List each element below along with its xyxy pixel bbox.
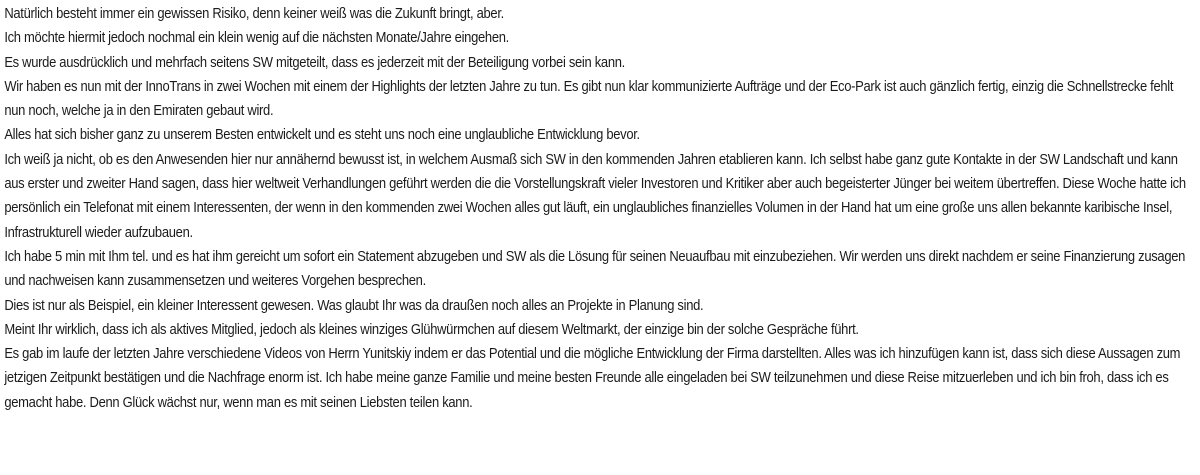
paragraph: Ich weiß ja nicht, ob es den Anwesenden hier nur annähernd bewusst ist, in welchem Ausmaß sich SW in den kommenden Jahren etablieren kann. Ich selbst habe ganz gute Kontakte in der SW Landschaft und kann aus erster und zweiter Hand sagen, dass hier weltweit Verhandlungen geführt werden die die Vorstellungskraft vieler Investoren und Kritiker aber auch begeisterter Jünger bei weitem übertreffen. Diese Woche hatte ich persönlich ein Telefonat mit einem Interessenten, der wenn in den kommenden zwei Wochen alles gut läuft, ein unglaubliches finanzielles Volumen in der Hand hat um eine große uns allen bekannte karibische Insel, Infrastrukturell wieder aufzubauen.: [4, 150, 1186, 241]
paragraph: Ich möchte hiermit jedoch nochmal ein klein wenig auf die nächsten Monate/Jahre eingehen.: [4, 29, 509, 47]
paragraph: Ich habe 5 min mit Ihm tel. und es hat ihm gereicht um sofort ein Statement abzugeben und SW als die Lösung für seinen Neuaufbau mit einzubeziehen. Wir werden uns direkt nachdem er seine Finanzierung zusagen und nachweisen kann zusammensetzen und weiteres Vorgehen besprechen.: [4, 247, 1186, 290]
paragraph: Meint Ihr wirklich, dass ich als aktives Mitglied, jedoch als kleines winziges Glühwürmchen auf diesem Weltmarkt, der einzige bin der solche Gespräche führt.: [4, 320, 859, 338]
paragraph: Dies ist nur als Beispiel, ein kleiner Interessent gewesen. Was glaubt Ihr was da draußen noch alles an Projekte in Planung sind.: [4, 296, 704, 314]
paragraph: Es gab im laufe der letzten Jahre verschiedene Videos von Herrn Yunitskiy indem er das Potential und die mögliche Entwicklung der Firma darstellten. Alles was ich hinzufügen kann ist, dass sich diese Aussagen zum jetzigen Zeitpunkt bestätigen und die Nachfrage enorm ist. Ich habe meine ganze Familie und meine besten Freunde alle eingeladen bei SW teilzunehmen und diese Reise mitzuerleben und ich bin froh, dass ich es gemacht habe. Denn Glück wächst nur, wenn man es mit seinen Liebsten teilen kann.: [4, 345, 1181, 411]
paragraph: Alles hat sich bisher ganz zu unserem Besten entwickelt und es steht uns noch eine unglaubliche Entwicklung bevor.: [4, 126, 640, 144]
paragraph: Natürlich besteht immer ein gewissen Risiko, denn keiner weiß was die Zukunft bringt, aber.: [4, 5, 504, 22]
paragraph: Es wurde ausdrücklich und mehrfach seitens SW mitgeteilt, dass es jederzeit mit der Beteiligung vorbei sein kann.: [4, 53, 625, 71]
paragraph: Wir haben es nun mit der InnoTrans in zwei Wochen mit einem der Highlights der letzten Jahre zu tun. Es gibt nun klar kommunizierte Aufträge und der Eco-Park ist auch gänzlich fertig, einzig die Schnellstrecke fehlt nun noch, welche ja in den Emiraten gebaut wird.: [4, 77, 1174, 120]
